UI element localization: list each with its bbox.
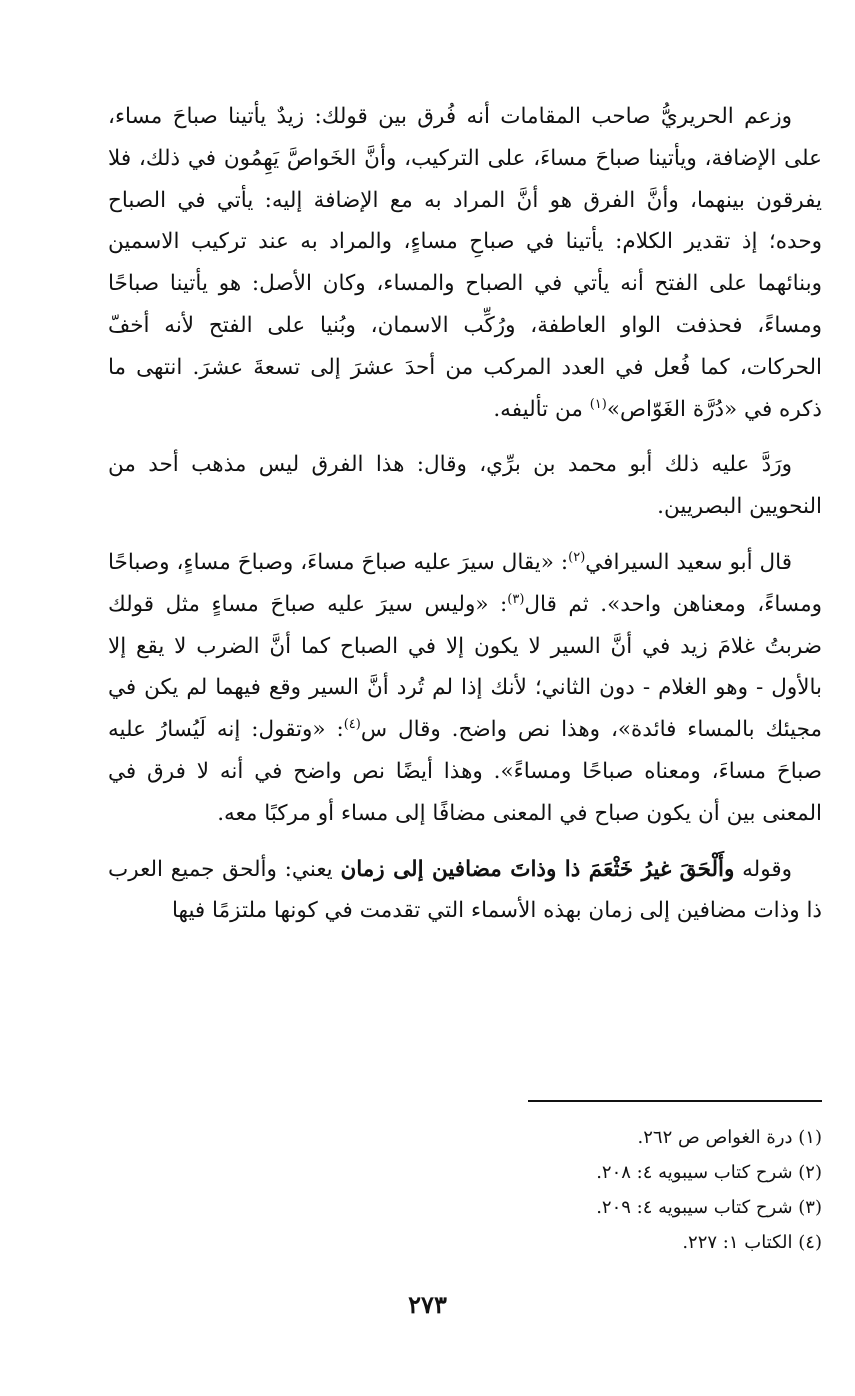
paragraph-4 xyxy=(108,849,822,933)
footnotes xyxy=(430,1120,822,1260)
footnote-4: (٤) الكتاب ١: ٢٢٧. xyxy=(682,1232,822,1253)
paragraph-1-text: وزعم الحريريُّ صاحب المقامات أنه فُرق بين قولك: زيدٌ يأتينا صباحَ مساء، على الإضافة، ويأتينا صباحَ مساءَ، على التركيب، وأنَّ الخَواصَّ يَهِمُون في ذلك، فلا يفرقون بينهما، وأنَّ الفرق هو أنَّ المراد به مع الإضافة إليه: يأتي في الصباح وحده؛ إذ تقدير الكلام: يأتينا في صباحِ مساءٍ، والمراد به عند تركيب الاسمين وبنائهما على الفتح أنه يأتي في الصباح والمساء، وكان الأصل: هو يأتينا صباحًا ومساءً، فحذفت الواو العاطفة، ورُكِّب الاسمان، وبُنيا على الفتح لأنه أخفّ الحركات، كما فُعل في العدد المركب من أحدَ عشرَ إلى تسعةَ عشرَ. انتهى ما ذكره في «دُرَّة الغَوّاص» xyxy=(108,104,822,422)
paragraph-4-tail: يعني: وألحق جميع العرب ذا وذات مضافين إلى زمان بهذه الأسماء التي تقدمت في كونها ملتزمًا فيها xyxy=(108,856,822,924)
paragraph-3-part-1: قال أبو سعيد السيرافي xyxy=(585,549,792,575)
footnote-1: (١) درة الغواص ص ٢٦٢. xyxy=(637,1127,822,1148)
footnote-ref-2: (٢) xyxy=(568,549,586,565)
quoted-verse: وأَلْحَقَ غيرُ خَثْعَمَ ذا وذاتَ مضافين إلى زمان xyxy=(340,856,735,882)
page-number: ٢٧٣ xyxy=(408,1290,447,1319)
paragraph-3-part-2: : «يقال سيرَ عليه صباحَ مساءَ، وصباحَ مساءٍ، وصباحًا ومساءً، ومعناهن واحد». ثم قال xyxy=(108,549,822,617)
paragraph-1 xyxy=(108,96,822,430)
footnote-ref-4: (٤) xyxy=(343,717,361,732)
paragraph-4-lead: وقوله xyxy=(734,856,792,882)
main-text xyxy=(108,96,822,932)
footnote-2: (٢) شرح كتاب سيبويه ٤: ٢٠٨. xyxy=(596,1162,822,1183)
footnote-ref-3: (٣) xyxy=(507,591,525,607)
paragraph-3-part-3: : «وليس سيرَ عليه صباحَ مساءٍ مثل قولك ضربتُ غلامَ زيد في أنَّ السير لا يكون إلا في الصباح كما أنَّ الضرب لا يقع إلا بالأول - وهو الغلام - دون الثاني؛ لأنك إذا لم تُرد أنَّ السير وقع فيهما لم يكن في مجيئك بالمساء فائدة»، وهذا نص واضح. وقال س xyxy=(108,591,822,743)
footnote-divider xyxy=(528,1100,822,1102)
paragraph-1-tail: من تأليفه. xyxy=(493,396,590,422)
paragraph-2: ورَدَّ عليه ذلك أبو محمد بن برِّي، وقال: هذا الفرق ليس مذهب أحد من النحويين البصريين. xyxy=(108,452,822,520)
footnote-ref-1: (١) xyxy=(589,396,607,412)
footnote-3: (٣) شرح كتاب سيبويه ٤: ٢٠٩. xyxy=(596,1197,822,1218)
paragraph-3 xyxy=(108,542,822,835)
paragraph-3-part-4: : «وتقول: إنه لَيُسارُ عليه صباحَ مساءَ، ومعناه صباحًا ومساءً». وهذا أيضًا نص واضح في أنه لا فرق في المعنى بين أن يكون صباح في المعنى مضافًا إلى مساء أو مركبًا معه. xyxy=(108,717,822,826)
